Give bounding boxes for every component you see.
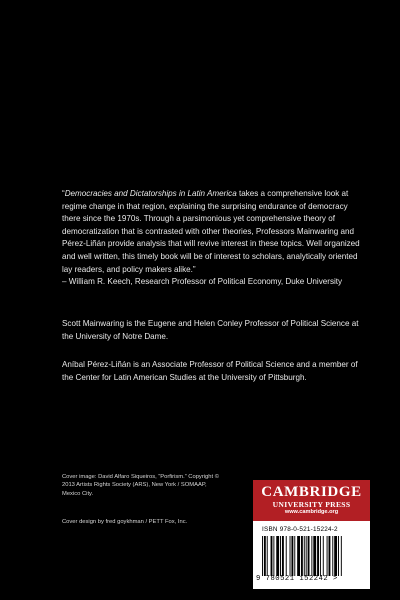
- barcode-bar: [317, 536, 319, 576]
- barcode-bar: [306, 536, 307, 576]
- publisher-name: CAMBRIDGE: [261, 484, 362, 500]
- barcode-bars: [262, 536, 362, 576]
- barcode-bar: [313, 536, 316, 576]
- barcode-bar: [290, 536, 291, 576]
- barcode-bar: [334, 536, 337, 576]
- barcode-bar: [286, 536, 287, 576]
- barcode-bar: [320, 536, 321, 576]
- barcode-bar: [341, 536, 342, 576]
- barcode-bar: [276, 536, 279, 576]
- cover-image-credit: Cover image: David Alfaro Siqueiros, “Porfirism.” Copyright © 2013 Artists Rights Society (ARS), New York / SOMAAP, Mexico City.: [62, 474, 219, 497]
- barcode-bar: [332, 536, 333, 576]
- barcode-bar: [267, 536, 268, 576]
- publisher-subtitle: UNIVERSITY PRESS: [272, 500, 351, 509]
- isbn-barcode: [253, 521, 370, 589]
- ean-addon-mark: >: [333, 575, 338, 583]
- review-blurb: [62, 188, 368, 289]
- author-bio-mainwaring: Scott Mainwaring is the Eugene and Helen Conley Professor of Political Science at the University of Notre Dame.: [62, 319, 359, 341]
- barcode-bar: [297, 536, 300, 576]
- barcode-bar: [308, 536, 310, 576]
- barcode-bar: [280, 536, 281, 576]
- barcode-bar: [262, 536, 263, 576]
- review-body: takes a comprehensive look at regime change in that region, explaining the surprising endurance of democracy there since the 1970s. Through a parsimonious yet comprehensive theory of democratization that is contrasted with other theories, Professors Mainwaring and Pérez-Liñán provide analysis that will revive interest in these topics. Well organized and well written, this timely book will be of interest to scholars, analytically oriented lay readers, and policy makers alike.”: [62, 189, 360, 274]
- ean-digits: [256, 575, 369, 583]
- barcode-bar: [282, 536, 284, 576]
- barcode-bar: [301, 536, 303, 576]
- barcode-bar: [264, 536, 266, 576]
- barcode-bar: [273, 536, 274, 576]
- cover-design-credit: Cover design by fred goykhman / PETT Fox, Inc.: [62, 519, 188, 525]
- review-attribution: – William R. Keech, Research Professor of Political Economy, Duke University: [62, 277, 343, 287]
- author-bio-perez-linan: Aníbal Pérez-Liñán is an Associate Professor of Political Science and a member of the Center for Latin American Studies at the University of Pittsburgh.: [62, 360, 358, 382]
- book-title-italic: Democracies and Dictatorships in Latin America: [64, 189, 237, 198]
- barcode-bar: [271, 536, 273, 576]
- barcode-bar: [329, 536, 331, 576]
- isbn-label: ISBN 978-0-521-15224-2: [262, 526, 338, 533]
- barcode-bar: [311, 536, 312, 576]
- publisher-logo: [253, 480, 370, 521]
- barcode-bar: [327, 536, 328, 576]
- open-quote: “: [62, 189, 65, 198]
- barcode-bar: [291, 536, 293, 576]
- barcode-bar: [323, 536, 324, 576]
- publisher-url: www.cambridge.org: [284, 509, 339, 515]
- review-text: [62, 188, 368, 276]
- barcode-bar: [304, 536, 305, 576]
- ean-number: 9 780521 152242: [256, 575, 329, 583]
- barcode-bar: [338, 536, 339, 576]
- barcode-bar: [294, 536, 295, 576]
